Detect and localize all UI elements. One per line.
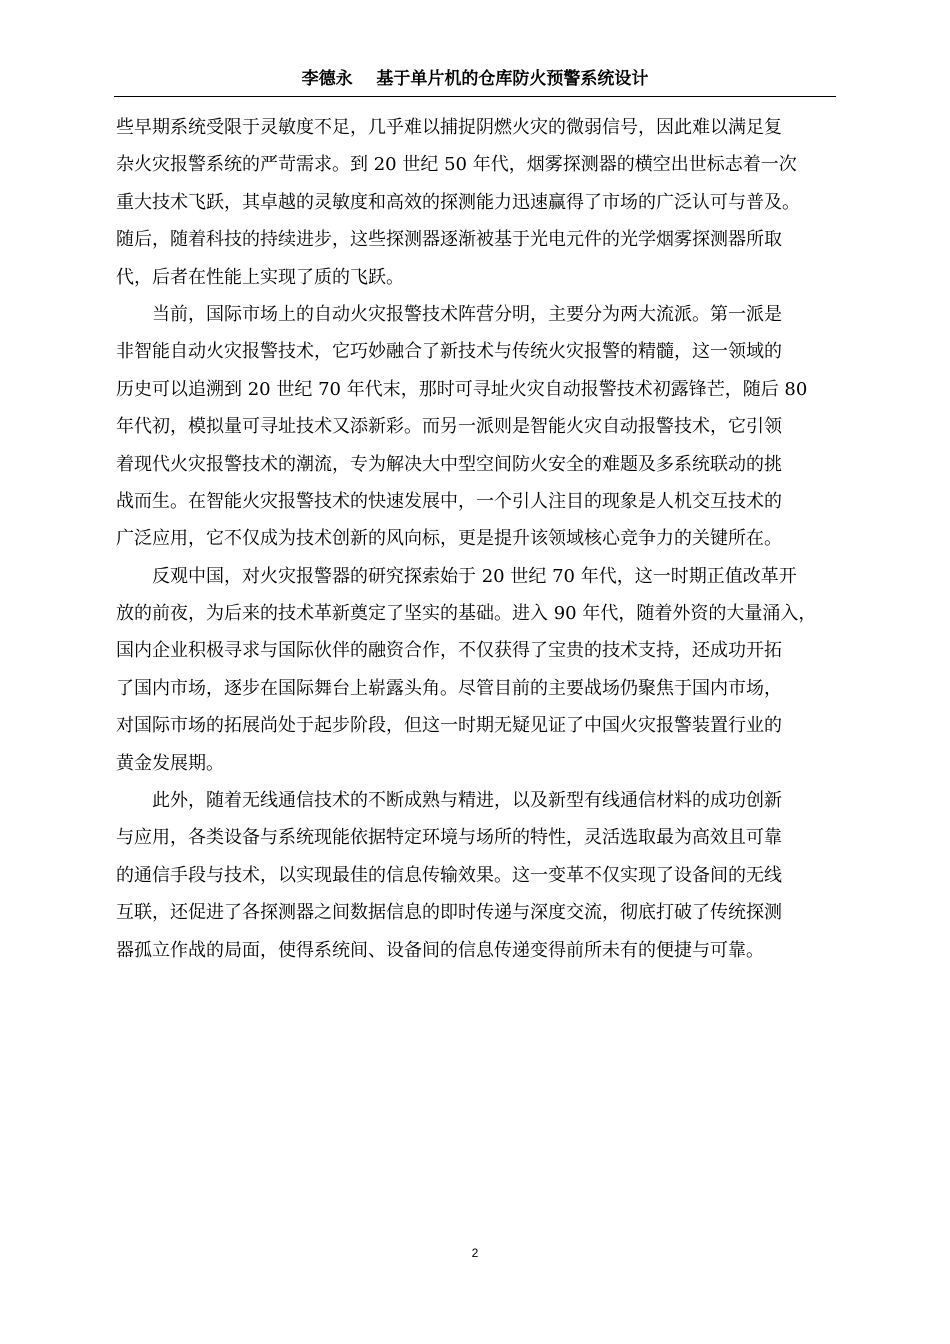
body-text (116, 109, 838, 969)
text-line: 国内企业积极寻求与国际伙伴的融资合作，不仅获得了宝贵的技术支持，还成功开拓 (116, 640, 782, 662)
text-line: 对国际市场的拓展尚处于起步阶段，但这一时期无疑见证了中国火灾报警装置行业的 (116, 715, 782, 737)
header-rule (114, 96, 836, 97)
text-line: 此外，随着无线通信技术的不断成熟与精进，以及新型有线通信材料的成功创新 (152, 790, 782, 812)
header-spacer (353, 69, 377, 89)
text-line: 着现代火灾报警技术的潮流，专为解决大中型空间防火安全的难题及多系统联动的挑 (116, 453, 782, 475)
paragraph (116, 109, 838, 296)
text-line: 器孤立作战的局面，使得系统间、设备间的信息传递变得前所未有的便捷与可靠。 (116, 939, 764, 961)
text-line: 战而生。在智能火灾报警技术的快速发展中，一个引人注目的现象是人机交互技术的 (116, 490, 782, 512)
text-line: 杂火灾报警系统的严苛需求。到 20 世纪 50 年代，烟雾探测器的横空出世标志着一次 (116, 154, 797, 176)
text-line: 了国内市场，逐步在国际舞台上崭露头角。尽管目前的主要战场仍聚焦于国内市场， (116, 677, 782, 699)
text-line: 互联，还促进了各探测器之间数据信息的即时传递与深度交流，彻底打破了传统探测 (116, 902, 782, 924)
paragraph (116, 558, 838, 782)
text-line: 黄金发展期。 (116, 752, 224, 774)
text-line: 历史可以追溯到 20 世纪 70 年代末，那时可寻址火灾自动报警技术初露锋芒，随后 80 (116, 378, 808, 400)
page-number: 2 (471, 1246, 479, 1260)
running-header (0, 66, 950, 92)
paragraph (116, 296, 838, 558)
text-line: 反观中国，对火灾报警器的研究探索始于 20 世纪 70 年代，这一时期正值改革开 (152, 565, 797, 587)
text-line: 与应用，各类设备与系统现能依据特定环境与场所的特性，灵活选取最为高效且可靠 (116, 827, 782, 849)
paragraph (116, 782, 838, 969)
text-line: 的通信手段与技术，以实现最佳的信息传输效果。这一变革不仅实现了设备间的无线 (116, 864, 782, 886)
text-line: 非智能自动火灾报警技术，它巧妙融合了新技术与传统火灾报警的精髓，这一领域的 (116, 341, 782, 363)
text-line: 代，后者在性能上实现了质的飞跃。 (116, 266, 404, 288)
header-author: 李德永 (301, 69, 353, 89)
text-line: 当前，国际市场上的自动火灾报警技术阵营分明，主要分为两大流派。第一派是 (152, 303, 782, 325)
text-line: 些早期系统受限于灵敏度不足，几乎难以捕捉阴燃火灾的微弱信号，因此难以满足复 (116, 117, 782, 138)
text-line: 重大技术飞跃，其卓越的灵敏度和高效的探测能力迅速赢得了市场的广泛认可与普及。 (116, 191, 800, 213)
text-line: 随后，随着科技的持续进步，这些探测器逐渐被基于光电元件的光学烟雾探测器所取 (116, 229, 782, 251)
text-line: 年代初，模拟量可寻址技术又添新彩。而另一派则是智能火灾自动报警技术，它引领 (116, 416, 782, 438)
text-line: 广泛应用，它不仅成为技术创新的风向标，更是提升该领域核心竞争力的关键所在。 (116, 528, 782, 550)
text-line: 放的前夜，为后来的技术革新奠定了坚实的基础。进入 90 年代，随着外资的大量涌入， (116, 603, 817, 625)
header-title: 基于单片机的仓库防火预警系统设计 (376, 69, 649, 89)
